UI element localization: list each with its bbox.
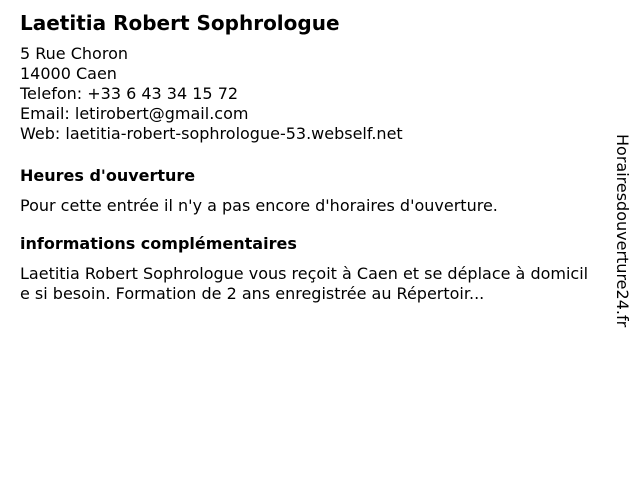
address-city: 14000 Caen — [20, 64, 117, 83]
phone-label: Telefon: — [20, 84, 83, 103]
phone-line — [20, 84, 590, 104]
address-street: 5 Rue Choron — [20, 44, 128, 63]
web-line — [20, 124, 590, 144]
opening-hours-text: Pour cette entrée il n'y a pas encore d'horaires d'ouverture. — [20, 196, 498, 215]
email-label: Email: — [20, 104, 70, 123]
web-label: Web: — [20, 124, 61, 143]
site-brand-watermark: Horairesdouverture24.fr — [613, 134, 632, 328]
website-link[interactable]: laetitia-robert-sophrologue-53.webself.net — [65, 124, 403, 143]
business-card — [20, 10, 590, 304]
email-line — [20, 104, 590, 124]
opening-hours-heading: Heures d'ouverture — [20, 166, 196, 185]
additional-info-text: Laetitia Robert Sophrologue vous reçoit à Caen et se déplace à domicile si besoin. Formation de 2 ans enregistrée au Répertoir... — [20, 264, 589, 303]
email-link[interactable]: letirobert@gmail.com — [74, 104, 249, 123]
business-name: Laetitia Robert Sophrologue — [20, 11, 340, 35]
additional-info-heading: informations complémentaires — [20, 234, 297, 253]
phone-number[interactable]: +33 6 43 34 15 72 — [87, 84, 239, 103]
